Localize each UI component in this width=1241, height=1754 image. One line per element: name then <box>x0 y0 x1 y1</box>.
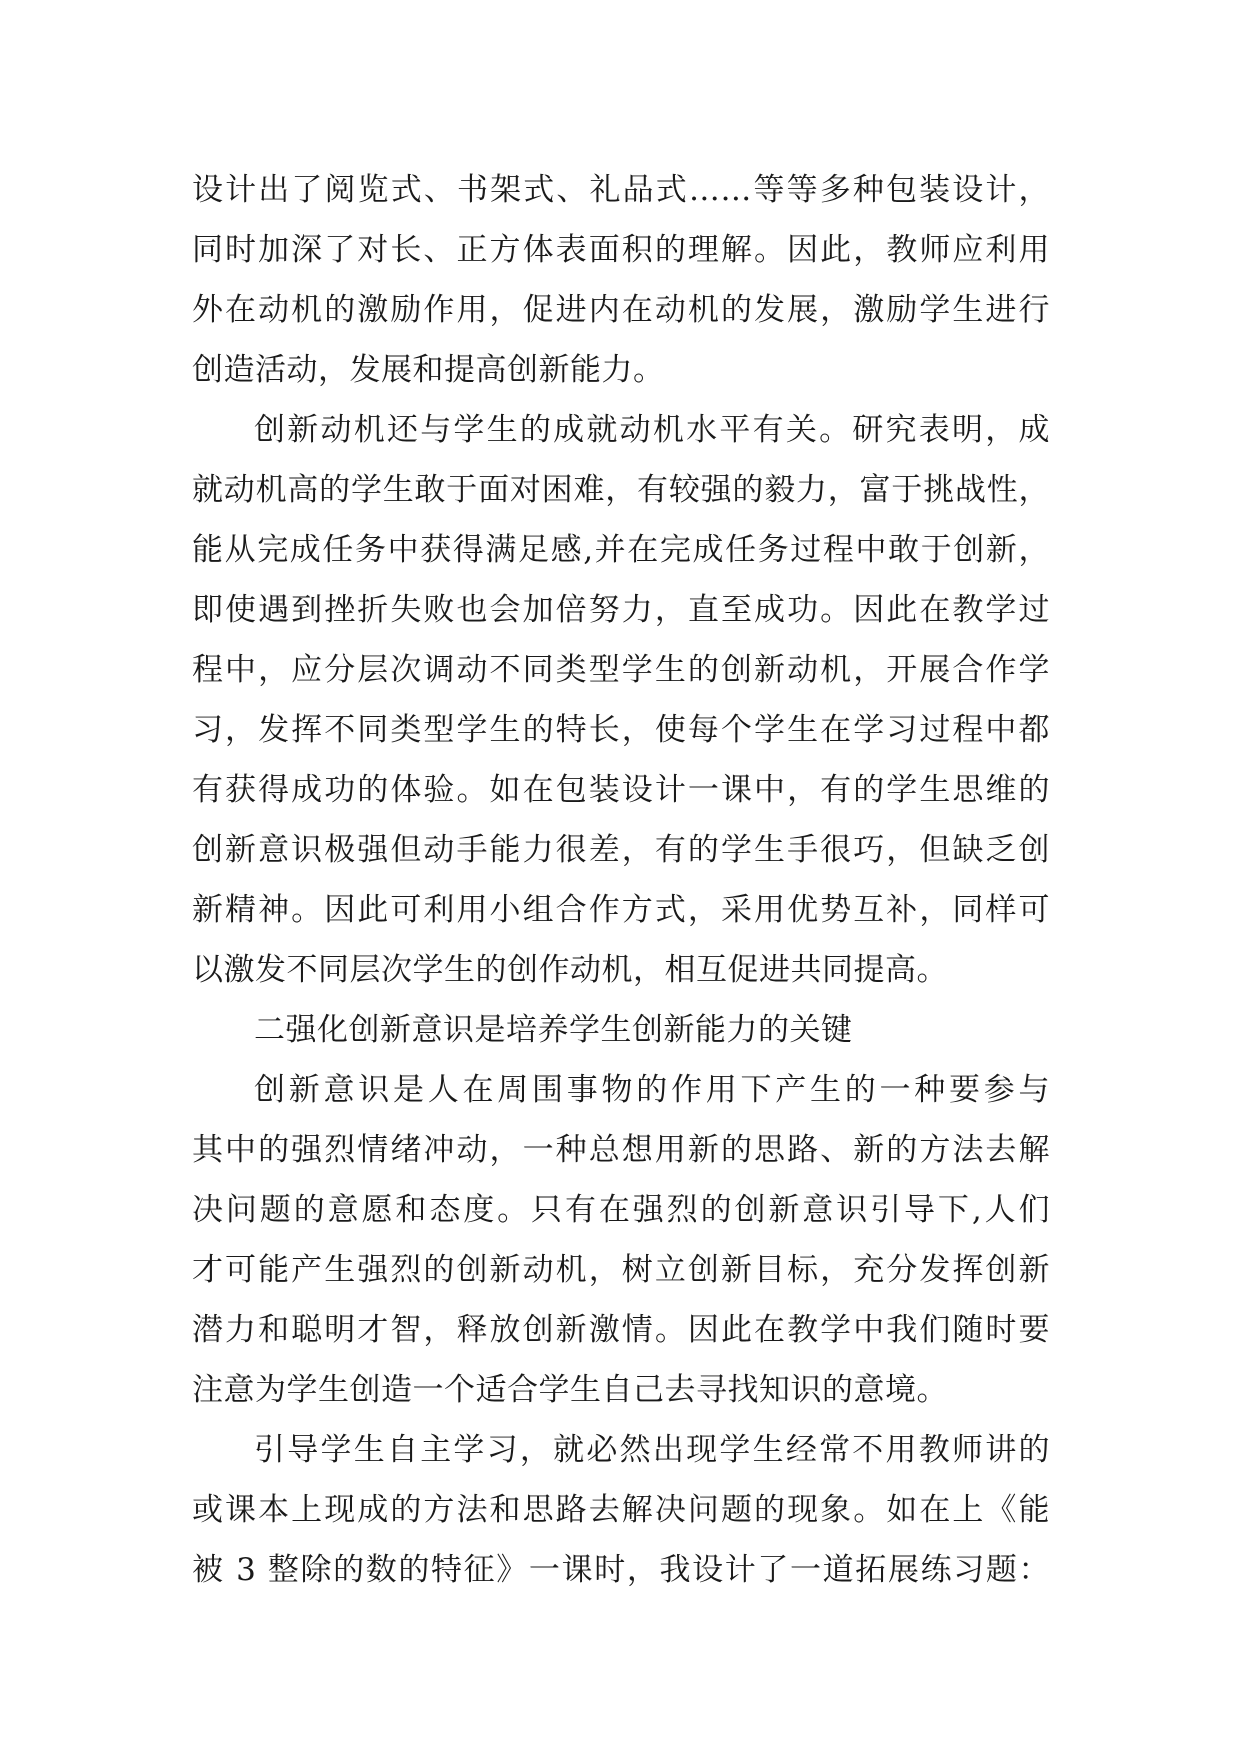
text-line: 同时加深了对长、正方体表面积的理解。因此，教师应利用 <box>192 232 1050 268</box>
text-line: 或课本上现成的方法和思路去解决问题的现象。如在上《能 <box>192 1492 1050 1528</box>
text-line: 创新意识极强但动手能力很差，有的学生手很巧，但缺乏创 <box>192 832 1050 868</box>
text-line: 能从完成任务中获得满足感,并在完成任务过程中敢于创新， <box>192 532 1050 568</box>
text-line: 创新动机还与学生的成就动机水平有关。研究表明，成 <box>254 412 1050 448</box>
text-line: 决问题的意愿和态度。只有在强烈的创新意识引导下,人们 <box>192 1192 1050 1228</box>
text-line: 外在动机的激励作用，促进内在动机的发展，激励学生进行 <box>192 292 1050 328</box>
document-body <box>192 160 1050 1600</box>
text-line: 创新意识是人在周围事物的作用下产生的一种要参与 <box>254 1072 1050 1108</box>
text-line: 才可能产生强烈的创新动机，树立创新目标，充分发挥创新 <box>192 1252 1050 1288</box>
text-line: 程中，应分层次调动不同类型学生的创新动机，开展合作学 <box>192 652 1050 688</box>
text-line: 以激发不同层次学生的创作动机，相互促进共同提高。 <box>192 952 948 988</box>
text-line: 即使遇到挫折失败也会加倍努力，直至成功。因此在教学过 <box>192 592 1050 628</box>
text-line: 其中的强烈情绪冲动，一种总想用新的思路、新的方法去解 <box>192 1132 1050 1168</box>
text-line: 习，发挥不同类型学生的特长，使每个学生在学习过程中都 <box>192 712 1050 748</box>
text-line: 创造活动，发展和提高创新能力。 <box>192 352 665 388</box>
text-line: 就动机高的学生敢于面对困难，有较强的毅力，富于挑战性， <box>192 472 1050 508</box>
text-line: 设计出了阅览式、书架式、礼品式……等等多种包装设计， <box>192 172 1050 208</box>
section-heading: 二强化创新意识是培养学生创新能力的关键 <box>254 1012 853 1048</box>
text-line: 注意为学生创造一个适合学生自己去寻找知识的意境。 <box>192 1372 948 1408</box>
text-line: 潜力和聪明才智，释放创新激情。因此在教学中我们随时要 <box>192 1312 1050 1348</box>
text-line: 有获得成功的体验。如在包装设计一课中，有的学生思维的 <box>192 772 1050 808</box>
text-line: 新精神。因此可利用小组合作方式，采用优势互补，同样可 <box>192 892 1050 928</box>
text-line: 引导学生自主学习，就必然出现学生经常不用教师讲的 <box>254 1432 1050 1468</box>
text-line: 被 3 整除的数的特征》一课时，我设计了一道拓展练习题： <box>192 1552 1050 1588</box>
